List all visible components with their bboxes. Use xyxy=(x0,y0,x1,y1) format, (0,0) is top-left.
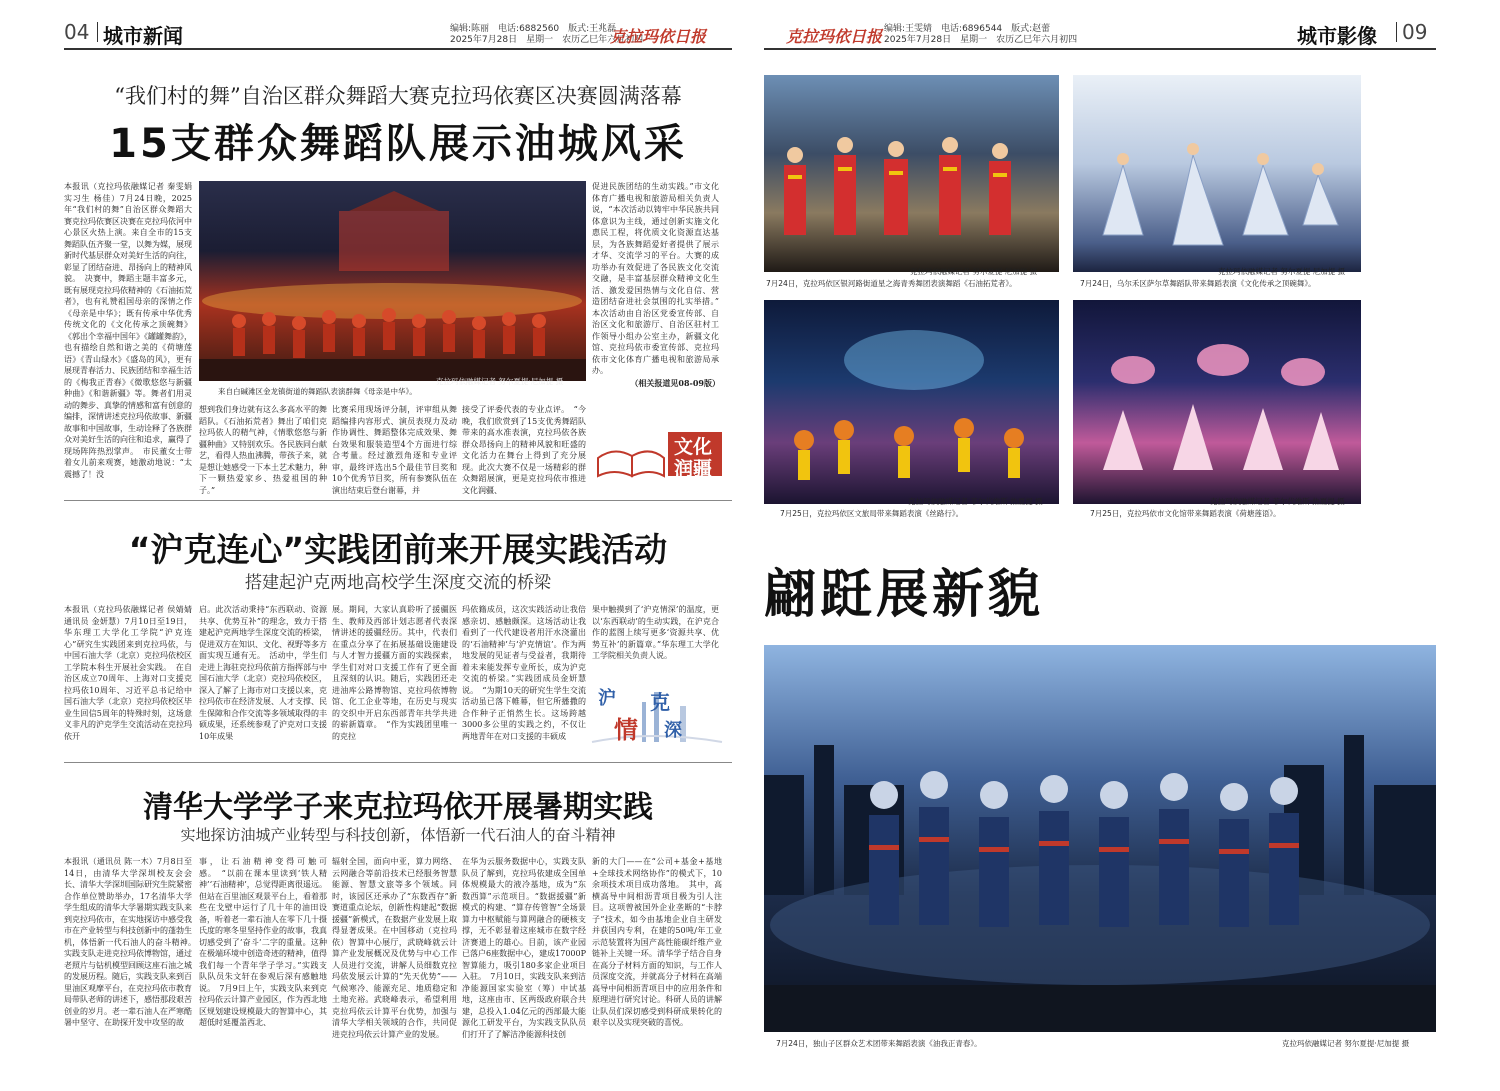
wenhua-runjiang-logo xyxy=(594,428,724,480)
logo-char-hu: 沪 xyxy=(598,688,616,709)
article2-column-2: 启。此次活动秉持“东西联动、资源共享、优势互补”的理念，致力于搭建起沪克两地学生深度交流的桥梁，促进双方在知识、文化、视野等多方面实现互通有无。 活动中，学生们走进上海驻克拉玛依前方指挥部与中国石油大学（北京）克拉玛依校区，深入了解了上海市对口支援以来，克拉玛依市在经济发展、人才支撑、民生保障和合作交流等多领域取得的丰硕成果，还系统参观了沪克对口支援10年成果 xyxy=(199,605,327,741)
article1-column-4: 接受了评委代表的专业点评。 “今晚，我们欣赏到了15支优秀舞蹈队带来的高水准表演，克拉玛依各族群众昂扬向上的精神风貌和旺盛的文化活力在舞台上得到了充分展现。此次大赛不仅是一场精彩的群众舞蹈展演，更是克拉玛依市推进文化润疆、 xyxy=(462,405,586,495)
article1-photo-credit: 克拉玛依融媒记者 努尔夏提·尼加提 摄 xyxy=(436,377,564,386)
article-divider xyxy=(64,762,732,763)
right-page-number: 09 xyxy=(1402,20,1428,44)
gallery-photo-5 xyxy=(764,645,1436,1032)
left-meta-line-1: 编辑:陈丽 电话:6882560 版式:王兆磊 xyxy=(450,24,617,34)
gallery-photo-1-credit: 克拉玛依融媒记者 努尔夏提·尼加提 摄 xyxy=(910,267,1038,276)
right-header-rule xyxy=(764,48,1436,50)
article1-column-2: 想到我们身边就有这么多高水平的舞蹈队。《石油拓荒者》舞出了咱们克拉玛依人的精气神，《情歌悠悠与新疆种曲》又特别欢乐。各民族同台献艺，看得人热血沸腾，带孩子来，就是想让她感受一下本土艺术魅力，种下一颗热爱家乡、热爱祖国的种子。” xyxy=(199,405,327,495)
gallery-title: 翩跹展新貌 xyxy=(764,565,1045,625)
article2-column-3: 展。期间，大家认真聆听了援疆医生、教师及西部计划志愿者代表深情讲述的援疆经历。其中，代表们在重点分享了在拓展基础设施建设与人才智力援疆方面的实践探索，学生们对对口支援工作有了更全面且深刻的认识。随后，实践团还走进油库公路博物馆、克拉玛依博物馆、化工企业等地，在历史与现实的交织中开启东西部青年共学共进的崭新篇章。 “作为实践团里唯一的克拉 xyxy=(332,605,457,741)
article1-column-1: 本报讯（克拉玛依融媒记者 秦雯娟 实习生 杨佳）7月24日晚，2025年“我们村的舞”自治区群众舞蹈大赛克拉玛依赛区决赛在克拉玛依河中心景区火热上演。来自全市的15支舞蹈队伍齐聚一堂，以舞为媒，展现新时代基层群众对美好生活的向往，彰显了团结奋进、昂扬向上的精神风貌。 决赛中，舞蹈主题丰富多元，既有展现克拉玛依精神的《石油拓荒者》，也有礼赞祖国母亲的深情之作《母亲是中华》；既有传承中华优秀传统文化的《文化传承之顶碗舞》《郭出个幸福中国年》《罐罐舞韵》，也有描绘自然和谐之美的《荷塘莲语》《青山绿水》《盛岛的风》，更有展现青春活力、民族团结和幸福生活的《梅我正青春》《微歌悠悠与新疆种曲》《和谐新疆》等。舞者们用灵动的舞步、真挚的情感和富有创意的编排，深情讲述克拉玛依故事、新疆故事和中国故事，生动诠释了各族群众对美好生活的向往和追求，赢得了现场阵阵热烈掌声。 市民董女士带着女儿前来观赛，她激动地说：“太震撼了！没 xyxy=(64,182,192,479)
article3-column-2: 事，让石油精神变得可触可感。 “以前在课本里读到‘铁人精神’‘石油精神’，总觉得距离很遥远。但站在百里油区观景平台上，看着那些在戈壁中运行了几十年的油田设备，听着老一辈石油人在零下几十摄氏度的寒冬里坚持作业的故事，我真切感受到了‘奋斗’二字的重量。这种在极端环境中创造奇迹的精神，值得我们每一个青年学子学习。”实践支队队员朱文轩在参观后深有感触地说。 7月9日上午，实践支队来到克拉玛依云计算产业园区，作为西北地区规划建设规模最大的智算中心，其超低时延覆盖西北、 xyxy=(199,857,327,1027)
gallery-photo-2 xyxy=(1073,75,1361,272)
article3-column-4: 在华为云服务数据中心，实践支队队员了解到，克拉玛依建成全国单体规模最大的液冷基地，成为“东数西算”示范项目。“数据援疆”新模式的构建、“算存传管智”全场景算力中枢赋能与算网融合的硬核支撑，无不彰显着这座城市在数字经济赛道上的雄心。目前，该产业园已落户6座数据中心，建成17000P智算能力，吸引180多家企业项目入驻。 7月10日，实践支队来到洁净能源国家实验室（筹）中试基地，这座由市、区两级政府联合共建，总投入1.04亿元的西部最大能源化工研发平台，为实践支队队员们打开了了解洁净能源科技创 xyxy=(462,857,586,1039)
gallery-photo-4-caption: 7月25日，克拉玛依市文化馆带来舞蹈表演《荷塘莲语》。 xyxy=(1090,509,1281,518)
dancers-lotus-photo xyxy=(1073,300,1361,504)
gallery-photo-4-credit: 克拉玛依融媒记者 菲尔代维斯·热夏提 摄 xyxy=(1210,497,1345,506)
article2-headline: “沪克连心”实践团前来开展实践活动 xyxy=(128,530,668,569)
huke-qingshen-logo xyxy=(592,682,722,748)
left-meta-line-2: 2025年7月28日 星期一 农历乙巳年六月初四 xyxy=(450,35,644,45)
stamp-text-top: 文化 xyxy=(674,436,713,458)
article1-main-photo xyxy=(199,181,586,381)
article3-deck: 实地探访油城产业转型与科技创新，体悟新一代石油人的奋斗精神 xyxy=(180,826,616,844)
dancers-silk-road-photo xyxy=(764,300,1059,504)
logo-char-shen: 深 xyxy=(664,720,682,741)
logo-char-qing: 情 xyxy=(614,716,638,744)
article1-column-5: 促进民族团结的生动实践。”市文化体育广播电视和旅游局相关负责人说，“本次活动以铸牢中华民族共同体意识为主线，通过创新实施文化惠民工程，将优质文化资源直达基层，为各族舞蹈爱好者提供了展示才华、交流学习的平台。大赛的成功举办有效促进了各民族文化交流交融，是丰富基层群众精神文化生活、激发爱国热情与文化自信、营造团结奋进社会氛围的扎实举措。” 本次活动由自治区党委宣传部、自治区文化和旅游厅、自治区驻村工作领导小组办公室主办，新疆文化馆、克拉玛依市委宣传部、克拉玛依市文化体育广播电视和旅游局承办。 xyxy=(592,182,727,375)
article1-kicker: “我们村的舞”自治区群众舞蹈大赛克拉玛依赛区决赛圆满落幕 xyxy=(114,84,682,108)
right-section-title: 城市影像 xyxy=(1297,24,1377,48)
gallery-photo-3-credit: 克拉玛依融媒记者 菲尔代维斯·热夏提 摄 xyxy=(908,497,1043,506)
header-divider xyxy=(97,22,98,42)
dancers-oil-youth-photo xyxy=(764,645,1436,1032)
article1-see-also: （相关报道见08-09版） xyxy=(630,378,720,388)
dance-stage-photo xyxy=(199,181,586,381)
article3-column-5: 新的大门——在“公司+基金+基地+全球技术网络协作”的模式下，10余项技术项目成功落地。 其中，高横高导中间相沥青项目极为引人注目。这项曾被国外企业垄断的“卡脖子”技术，如今由基地企业自主研发并获国内专利，在建的50吨/年工业示范装置将为国产高性能碳纤维产业链补上关键一环。清华学子结合自身在高分子材料方面的知识，与工作人员深度交流，并就高分子材料在高端高导中间相沥青项目中的应用条件和原理进行研究讨论。科研人员的讲解让队员们深切感受到科研成果转化的艰辛以及实现突破的喜悦。 xyxy=(592,857,722,1027)
left-page-number: 04 xyxy=(64,20,90,44)
article1-photo-caption: 来自白碱滩区金龙镇街道的舞蹈队表演群舞《母亲是中华》。 xyxy=(218,387,417,396)
right-meta-line-1: 编辑:王雯婧 电话:6896544 版式:赵蕾 xyxy=(884,24,1051,34)
article-divider xyxy=(64,500,732,501)
article2-deck: 搭建起沪克两地高校学生深度交流的桥梁 xyxy=(245,573,551,593)
article3-column-3: 辐射全国，面向中亚，算力网络、云网融合等前沿技术已经服务智慧能源、智慧文旅等多个领域。同时，该园区还承办了“东数西存”新赛道重点论坛，创新性构建起“数据援疆”新模式，在数据产业发展上取得显著成果。在中国移动（克拉玛依）智算中心展厅，武晓峰就云计算产业发展概况及优势与中心工作人员进行交流，讲解人员细数克拉玛依发展云计算的“先天优势”——气候寒冷、能源充足、地质稳定和土地充裕。武晓峰表示，希望利用克拉玛依云计算平台优势，加强与清华大学相关领域的合作，共同促进克拉玛依云计算产业的发展。 xyxy=(332,857,457,1039)
article2-column-4: 玛依籍成员，这次实践活动让我倍感亲切、感触颇深。这场活动让我看到了一代代建设者用汗水浇灌出的‘石油精神’与‘沪克情谊’。作为两地发展的见证者与受益者，我期待着未来能发挥专业所长，成为沪克交流的桥梁。”实践团成员金妍慧说。 “为期10天的研究生学生交流活动虽已落下帷幕，但它所播撒的合作种子正悄然生长。这场跨越3000多公里的实践之约，不仅让两地青年在对口支援的丰硕成 xyxy=(462,605,586,741)
right-meta-line-2: 2025年7月28日 星期一 农历乙巳年六月初四 xyxy=(884,35,1078,45)
gallery-photo-3 xyxy=(764,300,1059,504)
dancers-blue-photo xyxy=(1073,75,1361,272)
gallery-photo-2-caption: 7月24日，乌尔禾区萨尔草舞蹈队带来舞蹈表演《文化传承之顶碗舞》。 xyxy=(1080,279,1316,288)
article2-column-5: 果中触摸到了‘沪克情深’的温度，更以‘东西联动’的生动实践，在沪克合作的蓝图上续写更多‘资源共享、优势互补’的新篇章。”华东理工大学化工学院相关负责人说。 xyxy=(592,605,719,660)
left-masthead-logo: 克拉玛依日报 xyxy=(610,27,707,46)
left-header-rule xyxy=(64,48,732,50)
gallery-photo-1 xyxy=(764,75,1059,272)
header-divider xyxy=(1396,22,1397,42)
logo-char-ke: 克 xyxy=(650,690,670,714)
dancers-red-photo xyxy=(764,75,1059,272)
stamp-text-bottom: 润疆 xyxy=(674,458,713,480)
gallery-photo-5-credit: 克拉玛依融媒记者 努尔夏提·尼加提 摄 xyxy=(1282,1039,1410,1048)
gallery-photo-5-caption: 7月24日，独山子区群众艺术团带来舞蹈表演《油我正青春》。 xyxy=(776,1039,982,1048)
article2-column-1: 本报讯（克拉玛依融媒记者 侯婧婧 通讯员 金妍慧）7月10日至19日，华东理工大学化工学院“沪克连心”研究生实践团来到克拉玛依，与中国石油大学（北京）克拉玛依校区工学院本科生开展社会实践。 在自治区成立70周年、上海对口支援克拉玛依10周年、习近平总书记给中国石油大学（北京）克拉玛依校区毕业生回信5周年的特殊时刻，这场意义非凡的沪克学生交流活动在克拉玛依开 xyxy=(64,605,192,741)
gallery-photo-4 xyxy=(1073,300,1361,504)
article3-column-1: 本报讯（通讯员 陈一木）7月8日至14日，由清华大学深圳校友会会长、清华大学深圳国际研究生院紧密合作单位赞助举办，17名清华大学学生组成的清华大学暑期实践支队来到克拉玛依市，在实地探访中感受我市在产业转型与科技创新中的蓬勃生机，体悟新一代石油人的奋斗精神。 实践支队走进克拉玛依博物馆，通过老照片与钻机模型回顾这座石油之城的发展历程。随后，实践支队来到百里油区观摩平台，在克拉玛依市教育局带队老师的讲述下，感悟那段艰苦创业的岁月。老一辈石油人在严寒酷暑中坚守、在助探开发中攻坚的故 xyxy=(64,857,200,1027)
gallery-photo-2-credit: 克拉玛依融媒记者 努尔夏提·尼加提 摄 xyxy=(1218,267,1346,276)
gallery-photo-3-caption: 7月25日，克拉玛依区文旅局带来舞蹈表演《丝路行》。 xyxy=(780,509,964,518)
left-section-title: 城市新闻 xyxy=(103,24,183,48)
gallery-photo-1-caption: 7月24日，克拉玛依区银河路街道星之海青秀舞团表演舞蹈《石油拓荒者》。 xyxy=(766,279,1017,288)
article3-headline: 清华大学学子来克拉玛依开展暑期实践 xyxy=(143,790,653,825)
article1-headline: 15支群众舞蹈队展示油城风采 xyxy=(109,121,687,167)
right-masthead-logo: 克拉玛依日报 xyxy=(786,27,883,46)
article1-column-3: 比赛采用现场评分制，评审组从舞蹈编排内容形式、演员表现力及动作协调性、舞蹈整体完成效果、舞台效果和服装造型4个方面进行综合考量。经过激烈角逐和专业评审，最终评选出5个最佳节目奖和10个优秀节目奖，所有参赛队伍在演出结束后登台谢幕，并 xyxy=(332,405,457,495)
